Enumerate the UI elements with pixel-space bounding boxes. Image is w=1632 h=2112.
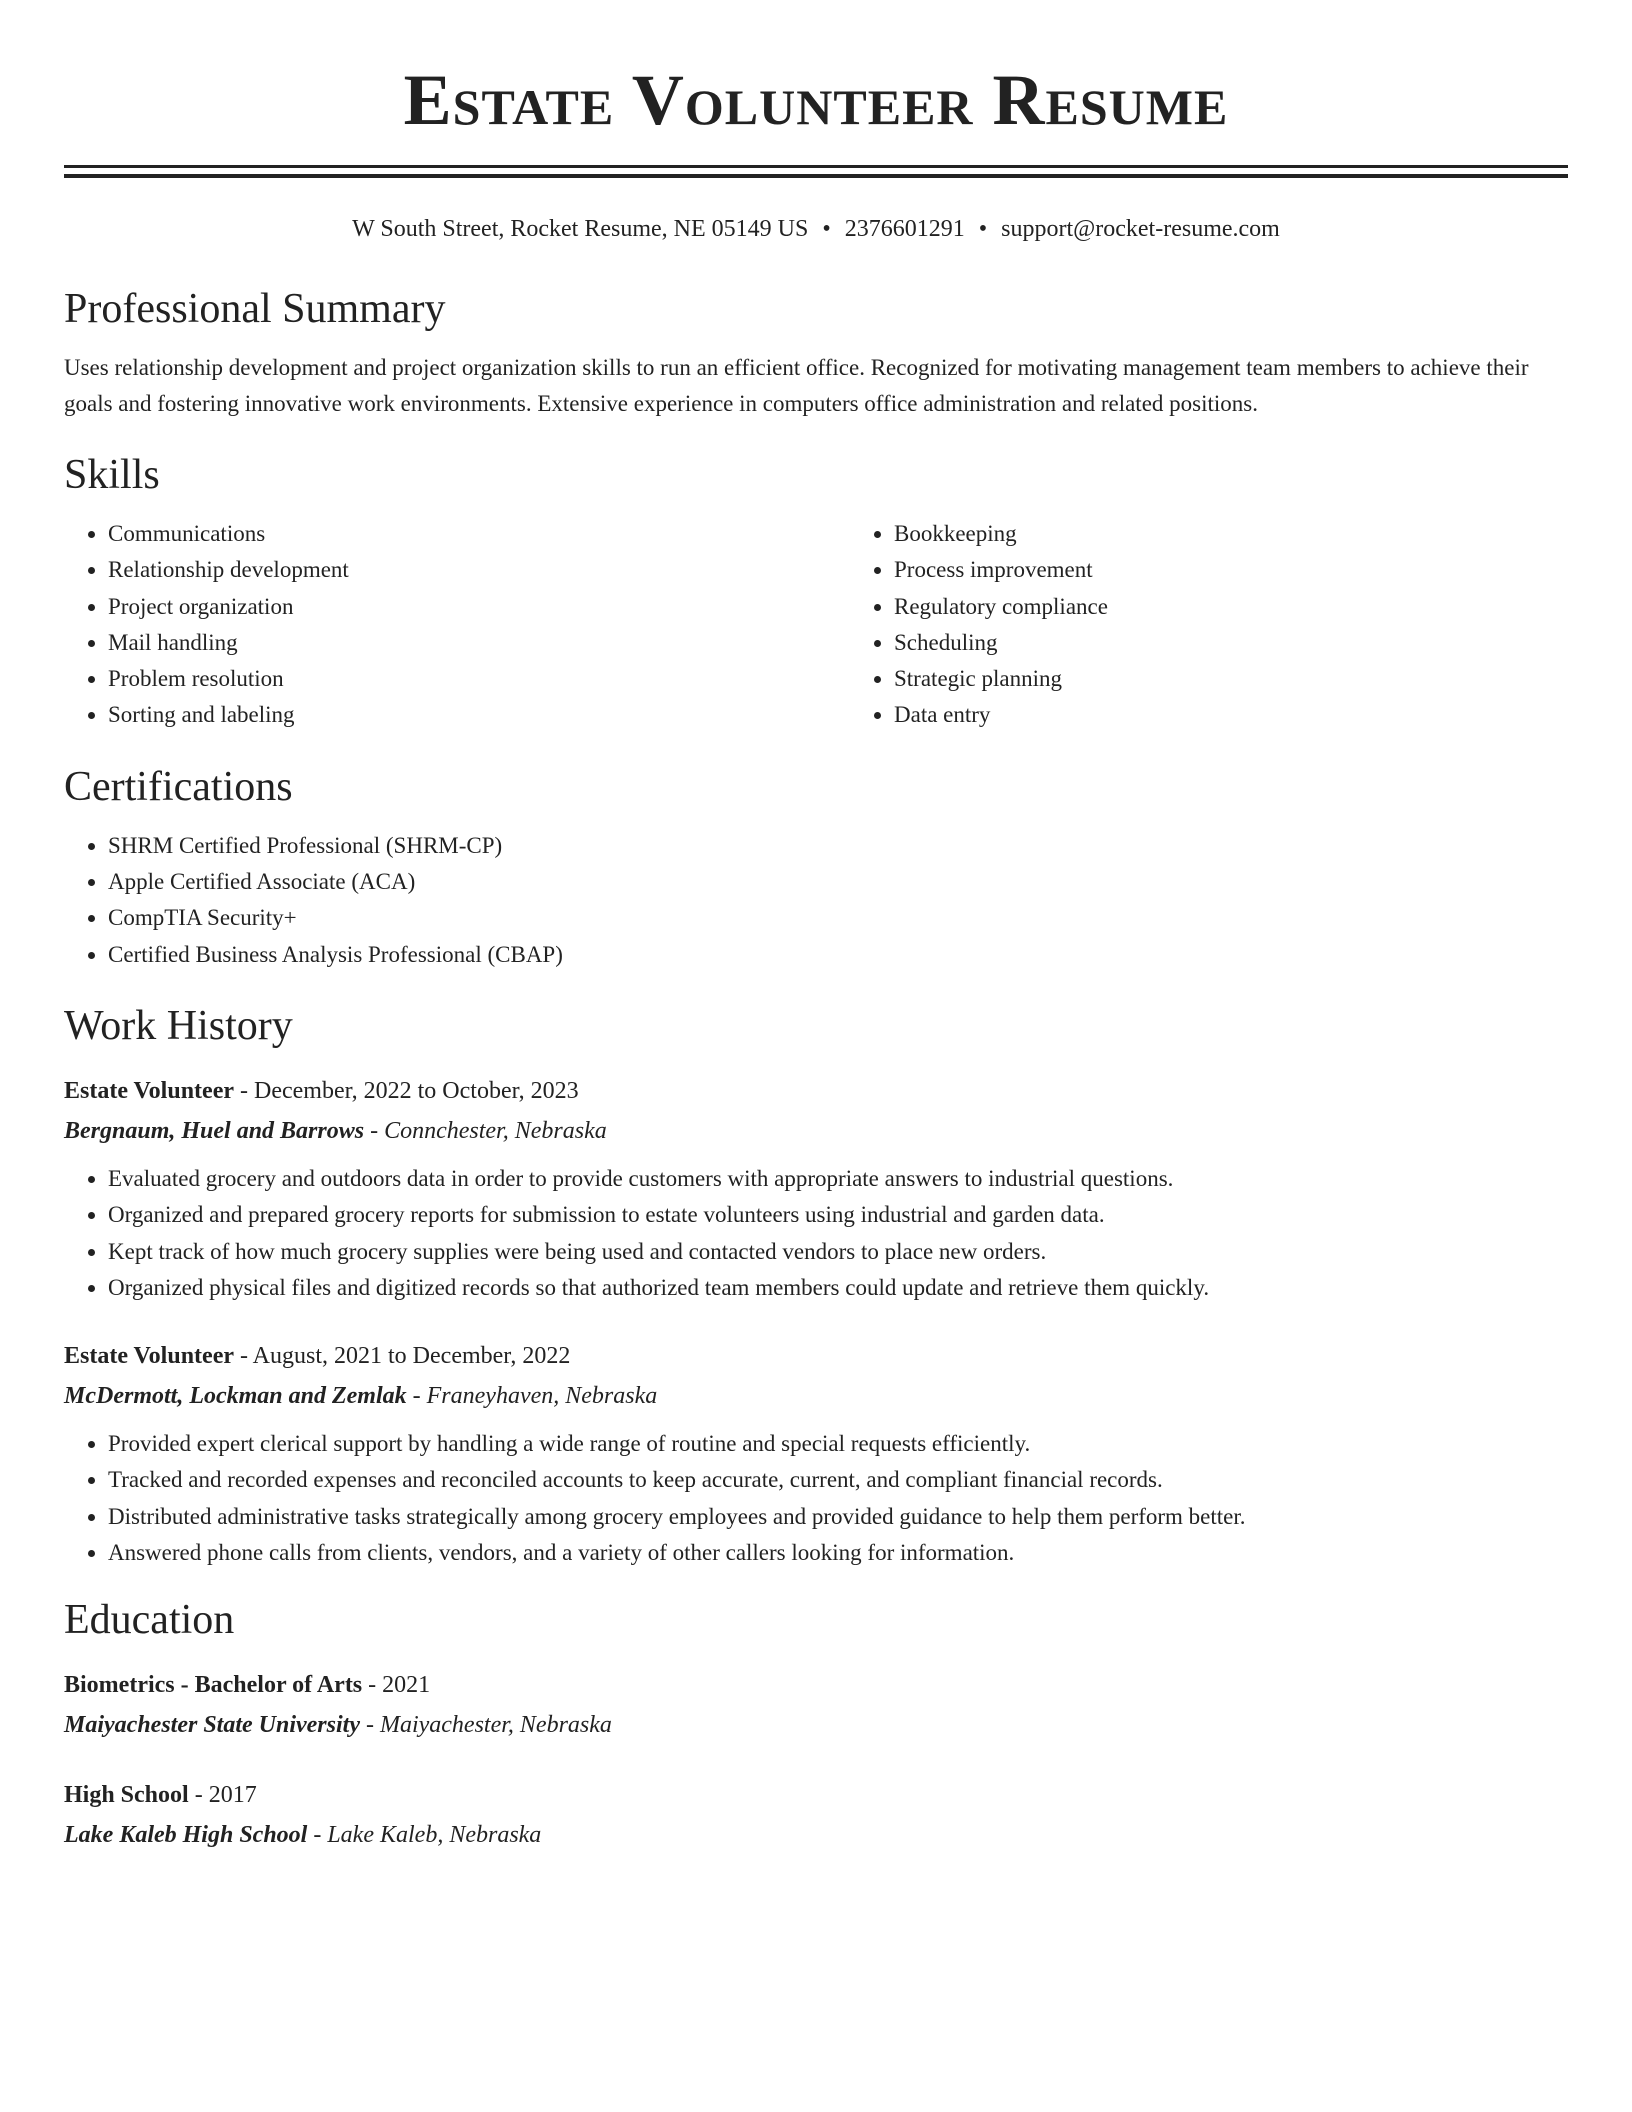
skill-item: • Process improvement [894, 552, 1568, 588]
education-school-line [64, 1705, 1568, 1745]
job-location: - Franeyhaven, Nebraska [406, 1383, 658, 1410]
education-degree-line [64, 1775, 1568, 1815]
contact-phone: 2376601291 [844, 216, 965, 242]
job-entry [64, 1071, 1568, 1306]
skill-item: • Strategic planning [894, 661, 1568, 697]
skill-item: • Project organization [108, 589, 850, 625]
job-duty-item: • Organized physical files and digitized records so that authorized team members could update and retrieve them quickly. [108, 1270, 1568, 1306]
education-school-line [64, 1815, 1568, 1855]
education-school: Lake Kaleb High School [64, 1822, 308, 1849]
contact-separator: • [978, 216, 988, 242]
education-degree-line [64, 1665, 1568, 1705]
skill-item: • Bookkeeping [894, 516, 1568, 552]
job-duty-item: • Tracked and recorded expenses and reconciled accounts to keep accurate, current, and compliant financial records. [108, 1462, 1568, 1498]
education-location: - Maiyachester, Nebraska [359, 1712, 612, 1739]
skill-item: • Communications [108, 516, 850, 552]
skill-item: • Sorting and labeling [108, 697, 850, 733]
job-title: Estate Volunteer [64, 1343, 234, 1370]
education-degree: Biometrics - Bachelor of Arts [64, 1672, 363, 1699]
skill-item: • Mail handling [108, 625, 850, 661]
job-dates: - December, 2022 to October, 2023 [234, 1077, 579, 1104]
job-title: Estate Volunteer [64, 1077, 234, 1104]
certification-item: • SHRM Certified Professional (SHRM-CP) [108, 828, 1568, 864]
resume-title: Estate Volunteer Resume [403, 60, 1229, 140]
education-heading: Education [64, 1597, 235, 1644]
job-company: Bergnaum, Huel and Barrows [64, 1117, 365, 1144]
job-duty-item: • Evaluated grocery and outdoors data in order to provide customers with appropriate answers to industrial questions. [108, 1161, 1568, 1197]
job-company-line [64, 1376, 1568, 1416]
skill-item: • Scheduling [894, 625, 1568, 661]
skills-list-left [64, 516, 850, 734]
summary-text: Uses relationship development and project organization skills to run an efficient office. Recognized for motivating management team members to achieve their goals and fostering innovative work environments. Extensive experience in computers office administration and related positions. [64, 355, 1529, 416]
contact-line [64, 214, 1568, 244]
education-year: - 2017 [188, 1782, 257, 1809]
skill-item: • Relationship development [108, 552, 850, 588]
job-title-line [64, 1336, 1568, 1376]
certification-item: • Apple Certified Associate (ACA) [108, 864, 1568, 900]
education-school: Maiyachester State University [64, 1712, 360, 1739]
education-entry [64, 1775, 1568, 1855]
skills-heading: Skills [64, 452, 160, 498]
contact-separator: • [822, 216, 831, 242]
certification-item: • Certified Business Analysis Professional (CBAP) [108, 937, 1568, 973]
education-degree: High School [64, 1782, 189, 1809]
job-title-line [64, 1071, 1568, 1111]
job-entry [64, 1336, 1568, 1571]
summary-heading: Professional Summary [64, 286, 446, 332]
certifications-heading: Certifications [64, 763, 293, 810]
education-entry [64, 1665, 1568, 1745]
job-duties-list [64, 1426, 1568, 1571]
skill-item: • Data entry [894, 697, 1568, 733]
job-duty-item: • Provided expert clerical support by handling a wide range of routine and special requests efficiently. [108, 1426, 1568, 1462]
contact-email: support@rocket-resume.com [1001, 216, 1280, 242]
contact-address: W South Street, Rocket Resume, NE 05149 US [352, 216, 809, 242]
education-location: - Lake Kaleb, Nebraska [307, 1822, 542, 1849]
certifications-list [64, 828, 1568, 973]
job-duty-item: • Answered phone calls from clients, vendors, and a variety of other callers looking for information. [108, 1535, 1568, 1571]
job-duties-list [64, 1161, 1568, 1306]
certification-item: • CompTIA Security+ [108, 900, 1568, 936]
skills-grid [64, 516, 1568, 734]
education-year: - 2021 [362, 1672, 431, 1699]
skill-item: • Problem resolution [108, 661, 850, 697]
skill-item: • Regulatory compliance [894, 589, 1568, 625]
job-company-line [64, 1111, 1568, 1151]
job-duty-item: • Kept track of how much grocery supplies were being used and contacted vendors to place new orders. [108, 1234, 1568, 1270]
job-duty-item: • Distributed administrative tasks strategically among grocery employees and provided guidance to help them perform better. [108, 1499, 1568, 1535]
job-location: - Connchester, Nebraska [364, 1117, 607, 1144]
title-divider-top [64, 165, 1568, 168]
title-divider-bottom [64, 174, 1568, 178]
job-dates: - August, 2021 to December, 2022 [234, 1343, 571, 1370]
job-company: McDermott, Lockman and Zemlak [64, 1383, 407, 1410]
work-history-heading: Work History [64, 1002, 293, 1049]
job-duty-item: • Organized and prepared grocery reports for submission to estate volunteers using industrial and garden data. [108, 1197, 1568, 1233]
skills-list-right [850, 516, 1568, 734]
